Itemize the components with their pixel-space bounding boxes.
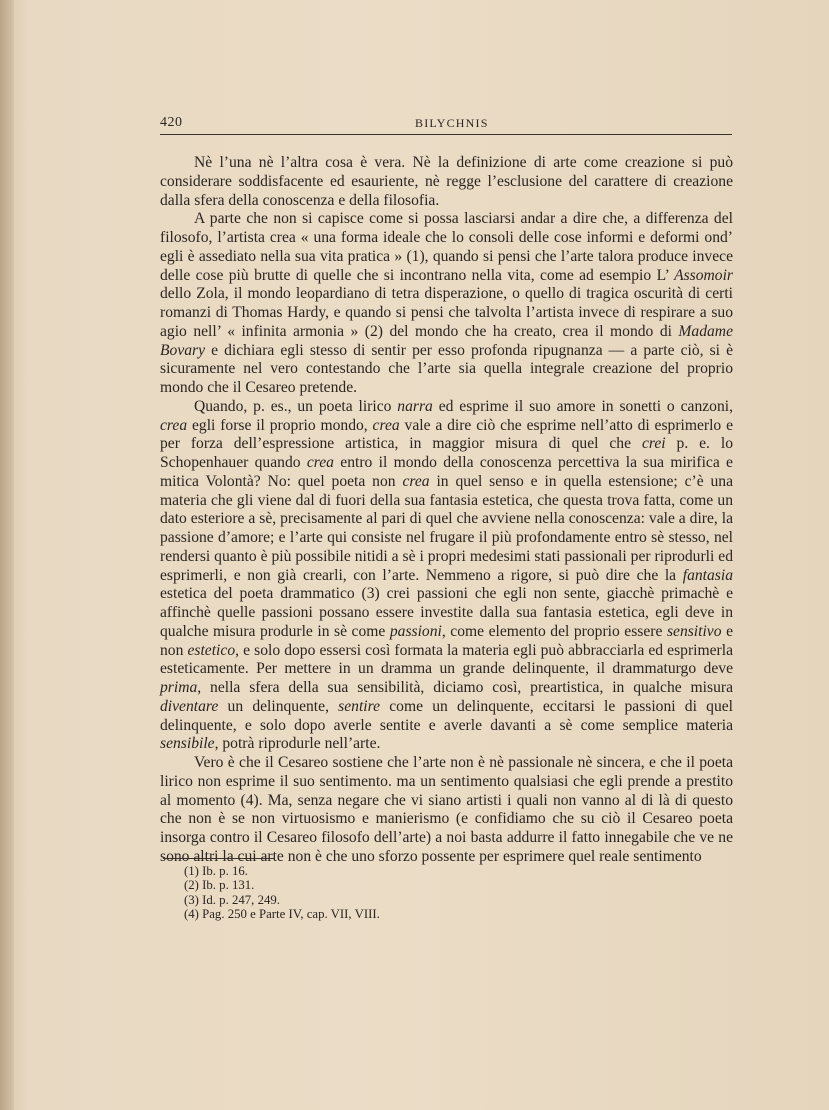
footnote: (2) Ib. p. 131. [184, 878, 255, 893]
page-header [160, 115, 730, 135]
paragraph [160, 398, 733, 754]
text-run: vale a dire ciò che esprime nell’atto di esprimerlo e per forza dell’espressione artistica, in maggior misura di quel che [160, 416, 733, 453]
text-run: , potrà riprodurle nell’arte. [214, 735, 381, 753]
footnotes [184, 864, 584, 921]
italic-run: crei [641, 435, 666, 453]
text-run: e non [160, 622, 733, 659]
text-run: e dichiara egli stesso di sentir per esso profonda ripugnanza — a parte ciò, si è sicuramente nel vero contestando che l’arte sia quella integrale creazione del proprio mondo che il Cesareo pretende. [160, 341, 733, 396]
paragraph [160, 154, 733, 210]
italic-run: sensitivo [666, 622, 722, 640]
page-number: 420 [160, 115, 183, 130]
italic-run: passioni [389, 622, 442, 640]
footnote-rule [163, 858, 275, 859]
running-head: BILYCHNIS [415, 116, 489, 130]
italic-run: crea [160, 416, 188, 434]
footnote: (1) Ib. p. 16. [184, 864, 248, 878]
text-run: Quando, p. es., un poeta lirico [194, 397, 398, 415]
text-run: ed esprime il suo amore in sonetti o canzoni, [432, 397, 733, 415]
italic-run: prima [160, 679, 198, 696]
italic-run: Madame Bovary [160, 322, 733, 359]
text-run: A parte che non si capisce come si possa lasciarsi andar a dire che, a differenza del filosofo, l’artista crea « una forma ideale che lo consoli delle cose informi e deformi ond’ egli è assediato nella sua vita pratica » (1), quando si pensi che l’arte talora produce invece delle cose più brutte di quelle che si incontrano nella vita, come ad esempio L’ [160, 210, 733, 284]
text-run: p. e. lo Schopenhauer quando [160, 435, 733, 471]
text-run: , come elemento del proprio essere [441, 622, 667, 640]
text-run: un delinquente, [218, 697, 339, 715]
italic-run: narra [397, 397, 433, 415]
footnote: (3) Id. p. 247, 249. [184, 892, 280, 907]
header-rule [160, 134, 732, 135]
text-run: , nella sfera della sua sensibilità, diciamo così, preartistica, in qualche misura [197, 679, 733, 696]
paragraph [160, 210, 733, 398]
text-run: come un delinquente, eccitarsi le passioni di quel delinquente, e solo dopo averle sentite e averle davanti a sè come semplice materia [160, 697, 733, 734]
text-run: entro il mondo della conoscenza percettiva la sua mirifica e mitica Volontà? No: quel poeta non [160, 454, 733, 490]
text-run: estetica del poeta drammatico (3) crei passioni che egli non sente, giacchè primachè e affinchè quelle passioni possano essere investite dalla sua fantasia estetica, egli deve in qualche misura produrle in sè come [160, 585, 733, 640]
text-run: in quel senso e in quella estensione; c’è una materia che gli viene dal di fuori della sua fantasia estetica, che questa trova fatta, come un dato esteriore a sè, precisamente al pari di quel che avviene nella conoscenza: vale a dire, la passione d’amore; e l’arte qui consiste nel frugare il più profondamente entro sè stesso, nel rendersi quanto è più possibile nitidi a sè i propri medesimi stati passionali per riprodurli ed esprimerli, e non già crearli, con l’arte. Nemmeno a rigore, si può dire che la [160, 472, 733, 584]
paragraph [160, 754, 733, 867]
text-run: egli forse il proprio mondo, [187, 416, 373, 434]
italic-run: crea [402, 472, 430, 490]
page-spine-edge [0, 0, 14, 1110]
italic-run: Assomoir [674, 266, 733, 284]
text-run: dello Zola, il mondo leopardiano di tetra disperazione, o quello di tragica oscurità di certi romanzi di Thomas Hardy, e quando si pensi che talvolta l’artista invece di respirare a suo agio nell’ « infinita armonia » (2) del mondo che ha creato, crea il mondo di [160, 285, 733, 340]
text-run: Vero è che il Cesareo sostiene che l’arte non è nè passionale nè sincera, e che il poeta lirico non esprime il suo sentimento. ma un sentimento qualsiasi che egli prende a prestito al momento (4). Ma, senza negare che vi siano artisti i quali non vanno al di là di questo che non è se non virtuosismo e manierismo (e confidiamo che su ciò il Cesareo poeta insorga contro il Cesareo filosofo dell’arte) a noi basta addurre il fatto innegabile che ve ne sono altri la cui arte non è che uno sforzo possente per esprimere quel reale sentimento [160, 754, 733, 865]
text-run: Nè l’una nè l’altra cosa è vera. Nè la definizione di arte come creazione si può considerare soddisfacente ed esauriente, nè regge l’esclusione del carattere di creazione dalla sfera della conoscenza e della filosofia. [160, 154, 733, 209]
italic-run: crea [306, 454, 334, 471]
italic-run: estetico [187, 641, 236, 659]
body-text [160, 154, 733, 867]
italic-run: crea [372, 416, 400, 434]
italic-run: sensibile [160, 735, 215, 753]
italic-run: diventare [160, 697, 219, 715]
footnote: (4) Pag. 250 e Parte IV, cap. VII, VIII. [184, 906, 380, 921]
text-run: , e solo dopo essersi così formata la materia egli può abbracciarla ed esprimerla esteticamente. Per mettere in un dramma un grande delinquente, il drammaturgo deve [160, 641, 733, 678]
italic-run: fantasia [682, 566, 733, 584]
italic-run: sentire [338, 697, 381, 715]
